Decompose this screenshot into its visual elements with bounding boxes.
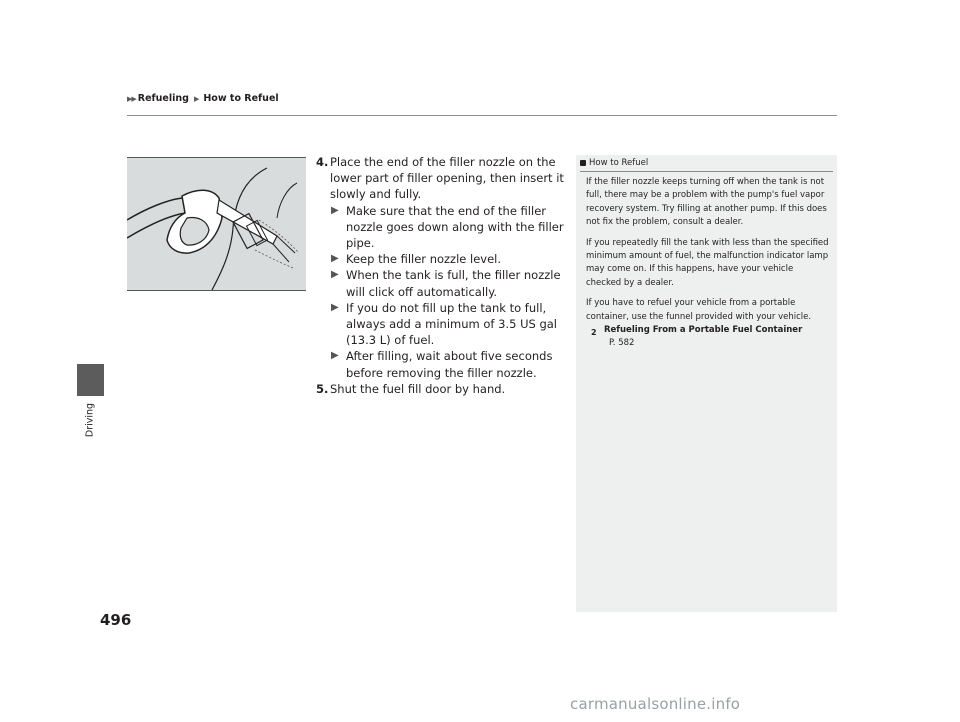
note-paragraph: If the filler nozzle keeps turning off when the tank is not full, there may be a problem with the pump's fuel vapor recovery system. Try filling at another pump. If this does not fix the problem, consult a dealer. <box>586 177 827 228</box>
sub-step <box>316 203 572 252</box>
step-text: Place the end of the filler nozzle on the lower part of filler opening, then insert it slowly and fully. <box>330 155 564 202</box>
cross-reference-title[interactable]: Refueling From a Portable Fuel Container <box>604 325 803 336</box>
double-triangle-right-icon: ▶▶ <box>127 94 136 103</box>
note-panel <box>576 155 837 612</box>
note-divider <box>580 171 833 172</box>
triangle-right-icon: ▶ <box>331 350 339 362</box>
step-4 <box>316 154 572 203</box>
triangle-right-icon: ▶ <box>331 253 339 265</box>
note-paragraph: If you repeatedly fill the tank with less than the specified minimum amount of fuel, the malfunction indicator lamp may come on. If this happens, have your vehicle checked by a dealer. <box>586 237 829 288</box>
sub-step-text: After filling, wait about five seconds before removing the filler nozzle. <box>346 349 553 380</box>
sub-step <box>316 300 572 349</box>
breadcrumb-item-refueling[interactable]: Refueling <box>137 93 189 104</box>
note-badge-icon <box>580 160 586 166</box>
breadcrumb-item-how-to-refuel[interactable]: How to Refuel <box>203 93 279 104</box>
sub-step <box>316 251 572 267</box>
triangle-right-icon: ▶ <box>331 269 339 281</box>
sub-step-text: If you do not fill up the tank to full, always add a minimum of 3.5 US gal (13.3 L) of fuel. <box>346 300 557 348</box>
note-body <box>586 176 831 351</box>
triangle-right-icon: ▶ <box>331 204 339 216</box>
watermark: carmanualsonline.info <box>570 695 741 713</box>
step-text: Shut the fuel fill door by hand. <box>330 381 506 396</box>
step-5 <box>316 381 572 397</box>
cross-reference-page[interactable]: P. 582 <box>609 338 635 349</box>
note-heading-text: How to Refuel <box>589 158 649 168</box>
triangle-right-icon: ▶ <box>193 94 200 103</box>
section-label-text: Driving <box>84 402 96 438</box>
note-heading <box>580 158 833 168</box>
cross-reference-link[interactable] <box>586 324 831 337</box>
triangle-right-icon: ▶ <box>331 301 339 313</box>
sub-step <box>316 267 572 299</box>
step-number: 5. <box>316 381 329 396</box>
section-tab-marker <box>77 364 104 396</box>
sub-step-text: When the tank is full, the filler nozzle will click off automatically. <box>346 268 561 299</box>
note-paragraph: If you have to refuel your vehicle from a portable container, use the funnel provided with your vehicle. <box>586 298 812 322</box>
header-divider <box>127 115 837 116</box>
fuel-nozzle-illustration <box>127 157 306 291</box>
page-number: 496 <box>100 611 132 629</box>
sub-step <box>316 348 572 380</box>
sub-step-text: Make sure that the end of the filler nozzle goes down along with the filler pipe. <box>346 203 564 251</box>
sub-step-text: Keep the filler nozzle level. <box>346 252 502 267</box>
fuel-nozzle-drawing <box>127 158 306 290</box>
breadcrumb <box>127 93 279 104</box>
cross-reference-icon: 2 <box>591 328 597 338</box>
section-label <box>80 400 100 440</box>
step-number: 4. <box>316 155 329 169</box>
instruction-steps <box>316 154 572 397</box>
